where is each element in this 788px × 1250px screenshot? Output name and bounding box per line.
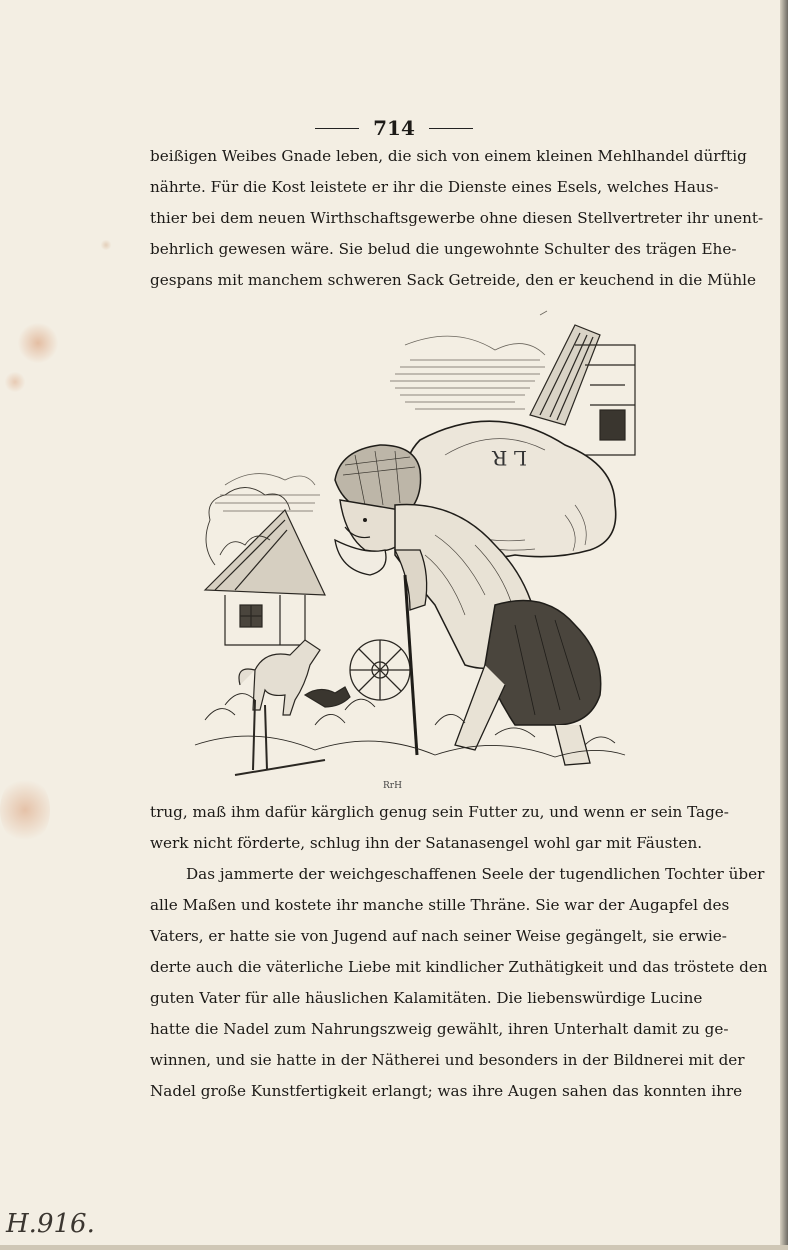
text-line: beißigen Weibes Gnade leben, die sich von einem kleinen Mehlhandel dürftig <box>150 147 747 165</box>
library-shelfmark <box>2 1196 122 1246</box>
text-line: winnen, und sie hatte in der Nätherei und besonders in der Bildnerei mit der <box>150 1051 745 1069</box>
text-line: alle Maßen und kostete ihr manche stille Thräne. Sie war der Augapfel des <box>150 896 730 914</box>
text-line: behrlich gewesen wäre. Sie belud die ungewohnte Schulter des trägen Ehe- <box>150 240 737 258</box>
foxing-stain <box>18 322 58 364</box>
foxing-stain <box>4 372 26 392</box>
text-line: trug, maß ihm dafür kärglich genug sein Futter zu, und wenn er sein Tage- <box>150 803 729 821</box>
text-line: hatte die Nadel zum Nahrungszweig gewählt, ihren Unterhalt damit zu ge- <box>150 1020 729 1038</box>
header-rule-right <box>429 128 473 129</box>
artist-mark: RrH <box>383 781 402 791</box>
text-block-bottom <box>150 797 768 1107</box>
text-block-top <box>150 141 764 296</box>
millwheel <box>350 640 410 700</box>
shelfmark-text: H.916. <box>6 1209 95 1239</box>
sack-letters: L R <box>492 446 527 470</box>
page-bottom-edge <box>0 1245 788 1250</box>
page-header <box>0 116 788 140</box>
cottage <box>205 510 325 645</box>
woodcut-illustration <box>195 305 635 795</box>
foxing-stain <box>100 240 112 250</box>
text-line: Vaters, er hatte sie von Jugend auf nach seiner Weise gegängelt, sie erwie- <box>150 927 727 945</box>
text-line: guten Vater für alle häuslichen Kalamitäten. Die liebenswürdige Lucine <box>150 989 703 1007</box>
text-line: nährte. Für die Kost leistete er ihr die Dienste eines Esels, welches Haus- <box>150 178 719 196</box>
header-rule-left <box>315 128 359 129</box>
text-line: Das jammerte der weichgeschaffenen Seele der tugendlichen Tochter über <box>186 865 765 883</box>
text-line: thier bei dem neuen Wirthschaftsgewerbe ohne diesen Stellvertreter ihr unent- <box>150 209 764 227</box>
text-line: Nadel große Kunstfertigkeit erlangt; was ihre Augen sahen das konnten ihre <box>150 1082 743 1100</box>
text-line: gespans mit manchem schweren Sack Getreide, den er keuchend in die Mühle <box>150 271 757 289</box>
foxing-stain <box>0 775 50 845</box>
page-number: 714 <box>373 116 415 140</box>
text-line: derte auch die väterliche Liebe mit kindlicher Zuthätigkeit und das tröstete den <box>150 958 768 976</box>
text-line: werk nicht förderte, schlug ihn der Satanasengel wohl gar mit Fäusten. <box>150 834 703 852</box>
page-edge <box>780 0 788 1250</box>
